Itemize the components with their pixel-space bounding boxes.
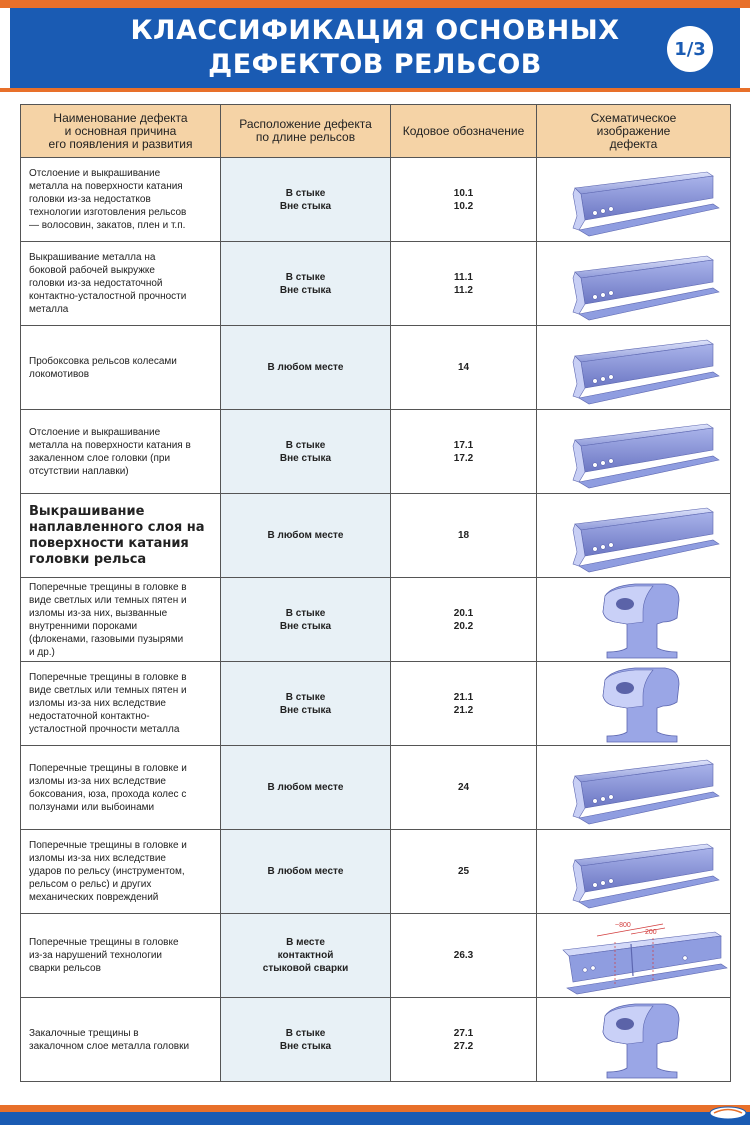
defect-location-cell: [221, 662, 391, 746]
header-text-line: Наименование дефекта: [53, 110, 188, 125]
title-line-2: ДЕФЕКТОВ РЕЛЬСОВ: [208, 49, 542, 80]
defect-name-line: Пробоксовка рельсов колесами: [29, 355, 177, 367]
defect-code-line: 10.2: [453, 200, 474, 212]
defect-code-cell: [391, 326, 537, 410]
defect-name-cell: [21, 494, 221, 578]
page-title: [0, 14, 750, 82]
defect-location-line: Вне стыка: [279, 200, 332, 212]
defect-location-line: Вне стыка: [279, 620, 332, 632]
defect-name-line: из-за нарушений технологии: [29, 950, 163, 961]
defect-location-line: Вне стыка: [279, 704, 332, 716]
rail-cross-section-icon: [545, 578, 739, 661]
rail-side-view-icon: [545, 326, 739, 409]
defect-name-line: недостаточной контактно-: [29, 711, 150, 722]
defect-name-line: Поперечные трещины в головке: [29, 937, 179, 948]
rail-side-view-icon: [545, 746, 739, 829]
defect-name-line: и др.): [29, 646, 55, 658]
header-text-line: изображение: [596, 123, 671, 138]
defect-location-line: В месте: [286, 937, 325, 948]
defect-name-line: металла: [29, 304, 69, 315]
defect-name-line: наплавленного слоя на: [29, 519, 205, 535]
defect-code-line: 17.2: [453, 452, 474, 464]
defect-name-line: металла на поверхности катания в: [29, 439, 191, 451]
publisher-logo-icon: [708, 1104, 748, 1120]
defect-name-line: внутренними пороками: [29, 620, 138, 632]
defect-name-line: боксования, юза, прохода колес с: [29, 788, 187, 800]
defect-code-cell: [391, 830, 537, 914]
defect-name-cell: [21, 914, 221, 998]
defect-schematic-cell: [537, 242, 731, 326]
defect-name-cell: [21, 746, 221, 830]
defect-name-cell: [21, 662, 221, 746]
defect-schematic-cell: [537, 158, 731, 242]
table-row: [21, 158, 731, 242]
defect-name-line: металла на поверхности катания: [29, 181, 183, 192]
defect-code-cell: [391, 494, 537, 578]
defect-name-line: закаленном слое головки (при: [29, 452, 171, 464]
table-row: [21, 914, 731, 998]
rail-side-view-icon: [545, 158, 739, 241]
defect-location-line: В стыке: [285, 691, 326, 703]
defect-schematic-cell: [537, 494, 731, 578]
defect-schematic-cell: [537, 662, 731, 746]
defect-location-line: стыковой сварки: [262, 963, 349, 974]
defect-code-line: 20.2: [453, 620, 474, 632]
defect-name-line: Поперечные трещины в головке и: [29, 840, 187, 851]
table-row: [21, 410, 731, 494]
title-line-1: КЛАССИФИКАЦИЯ ОСНОВНЫХ: [130, 15, 620, 46]
defect-name-line: — волосовин, закатов, плен и т.п.: [29, 220, 186, 231]
defect-name-line: изломы из-за них вследствие: [29, 775, 166, 787]
defect-location-line: Вне стыка: [279, 284, 332, 296]
rail-side-view-icon: [545, 410, 739, 493]
defect-code-cell: [391, 746, 537, 830]
defect-location-line: В любом месте: [267, 782, 344, 793]
defect-name-cell: [21, 410, 221, 494]
defect-name-line: закалочном слое металла головки: [29, 1040, 190, 1052]
header-text-line: Расположение дефекта: [239, 117, 372, 131]
table-row: [21, 998, 731, 1082]
defect-schematic-cell: [537, 914, 731, 998]
defect-name-line: рельсом о рельс) и других: [29, 879, 152, 890]
defect-name-line: контактно-усталостной прочности: [29, 291, 187, 302]
defect-name-line: Отслоение и выкрашивание: [29, 426, 161, 438]
defect-code-cell: [391, 158, 537, 242]
defect-code-line: 14: [457, 362, 470, 373]
defect-location-cell: [221, 914, 391, 998]
rail-side-view-icon: [545, 494, 739, 577]
defect-location-cell: [221, 242, 391, 326]
defect-name-line: Поперечные трещины в головке в: [29, 581, 187, 593]
rail-weld-view-icon: [545, 914, 739, 997]
defect-code-line: 27.2: [453, 1040, 474, 1052]
bottom-accent-bar: [0, 1105, 750, 1112]
rail-cross-section-icon: [545, 998, 739, 1081]
defect-name-cell: [21, 158, 221, 242]
defect-schematic-cell: [537, 746, 731, 830]
table-row: [21, 662, 731, 746]
defect-location-line: В стыке: [285, 1027, 326, 1039]
defect-code-line: 11.1: [454, 271, 473, 283]
top-accent-bar: [0, 0, 750, 8]
defect-name-line: усталостной прочности металла: [29, 724, 180, 735]
defect-location-line: В любом месте: [267, 362, 344, 373]
column-header-code: [391, 105, 537, 158]
defect-name-line: боковой рабочей выкружке: [29, 265, 155, 276]
defect-location-line: В любом месте: [267, 866, 344, 877]
table-row: [21, 242, 731, 326]
defect-name-cell: [21, 242, 221, 326]
defect-name-line: виде светлых или темных пятен и: [29, 685, 187, 696]
defect-name-line: изломы из-за них вследствие: [29, 698, 166, 709]
defect-schematic-cell: [537, 410, 731, 494]
defect-code-line: 25: [457, 866, 470, 877]
defect-name-cell: [21, 326, 221, 410]
column-header-name: [21, 105, 221, 158]
defect-code-line: 17.1: [453, 439, 474, 451]
defect-name-cell: [21, 830, 221, 914]
defect-name-line: виде светлых или темных пятен и: [29, 594, 187, 606]
defect-location-cell: [221, 746, 391, 830]
defect-code-line: 24: [457, 782, 470, 793]
header-text-line: Схематическое: [590, 110, 677, 125]
defect-location-line: Вне стыка: [279, 1040, 332, 1052]
defect-name-line: ударов по рельсу (инструментом,: [29, 866, 185, 877]
defect-code-line: 20.1: [453, 607, 474, 619]
defect-location-line: В стыке: [285, 187, 326, 199]
defect-schematic-cell: [537, 998, 731, 1082]
defect-name-line: локомотивов: [29, 368, 90, 380]
header-text-line: дефекта: [609, 136, 658, 151]
defect-code-cell: [391, 578, 537, 662]
defect-location-cell: [221, 998, 391, 1082]
defect-code-cell: [391, 998, 537, 1082]
defect-name-line: головки рельса: [29, 551, 147, 567]
dimension-label: ~800: [615, 922, 631, 929]
defect-code-cell: [391, 662, 537, 746]
defect-code-line: 21.1: [453, 691, 474, 703]
defects-table: [20, 104, 731, 1082]
defect-location-cell: [221, 494, 391, 578]
defect-name-cell: [21, 998, 221, 1082]
defect-location-line: контактной: [277, 950, 334, 961]
defect-name-line: механических повреждений: [29, 892, 159, 903]
defect-name-line: головки из-за недостаточной: [29, 278, 163, 289]
rail-cross-section-icon: [545, 662, 739, 745]
table-row: [21, 326, 731, 410]
defect-code-line: 21.2: [453, 704, 474, 716]
defect-name-line: (флокенами, газовыми пузырями: [29, 633, 184, 645]
column-header-location: [221, 105, 391, 158]
rail-side-view-icon: [545, 830, 739, 913]
defect-code-line: 26.3: [453, 950, 474, 961]
defect-name-line: Выкрашивание: [29, 503, 145, 519]
table-row: [21, 830, 731, 914]
defect-name-line: сварки рельсов: [29, 963, 101, 974]
table-row: [21, 578, 731, 662]
defect-location-line: Вне стыка: [279, 452, 332, 464]
defect-name-line: отсутствии наплавки): [29, 465, 129, 477]
defect-code-line: 18: [457, 530, 470, 541]
header-text-line: и основная причина: [64, 123, 177, 138]
defect-code-cell: [391, 410, 537, 494]
defect-schematic-cell: [537, 578, 731, 662]
defect-location-cell: [221, 326, 391, 410]
table-header-row: [21, 105, 731, 158]
defect-name-line: головки из-за недостатков: [29, 194, 151, 205]
rail-side-view-icon: [545, 242, 739, 325]
defect-code-line: 11.2: [454, 284, 473, 296]
defect-schematic-cell: [537, 326, 731, 410]
defect-location-line: В стыке: [285, 271, 326, 283]
defect-location-cell: [221, 830, 391, 914]
defect-location-cell: [221, 410, 391, 494]
defect-name-line: Поперечные трещины в головке и: [29, 762, 187, 774]
defect-location-cell: [221, 578, 391, 662]
defect-location-line: В стыке: [285, 607, 326, 619]
table-row: [21, 746, 731, 830]
defect-name-line: Поперечные трещины в головке в: [29, 672, 187, 683]
defect-location-line: В любом месте: [267, 530, 344, 541]
defect-name-line: изломы из-за них, вызванные: [29, 607, 168, 619]
defect-name-line: изломы из-за них вследствие: [29, 853, 166, 864]
defect-name-line: Выкрашивание металла на: [29, 252, 156, 263]
page-number-badge: 1/3: [667, 26, 713, 72]
defect-location-line: В стыке: [285, 439, 326, 451]
defect-location-cell: [221, 158, 391, 242]
defect-name-line: технологии изготовления рельсов: [29, 207, 187, 218]
table-row: [21, 494, 731, 578]
footer-band: [0, 1112, 750, 1125]
defect-name-line: Закалочные трещины в: [29, 1027, 139, 1039]
defect-code-line: 10.1: [453, 187, 474, 199]
defect-name-cell: [21, 578, 221, 662]
defect-schematic-cell: [537, 830, 731, 914]
defect-name-line: ползунами или выбоинами: [29, 801, 155, 813]
column-header-schematic: [537, 105, 731, 158]
header-text-line: его появления и развития: [48, 136, 193, 151]
header-accent-bar: [0, 88, 750, 92]
defect-name-line: Отслоение и выкрашивание: [29, 168, 161, 179]
defect-code-cell: [391, 914, 537, 998]
header-text-line: по длине рельсов: [255, 130, 356, 144]
defect-code-line: 27.1: [453, 1027, 474, 1039]
defect-code-cell: [391, 242, 537, 326]
dimension-label: 200: [645, 929, 657, 936]
defect-name-line: поверхности катания: [29, 535, 189, 551]
header-text-line: Кодовое обозначение: [402, 123, 525, 138]
